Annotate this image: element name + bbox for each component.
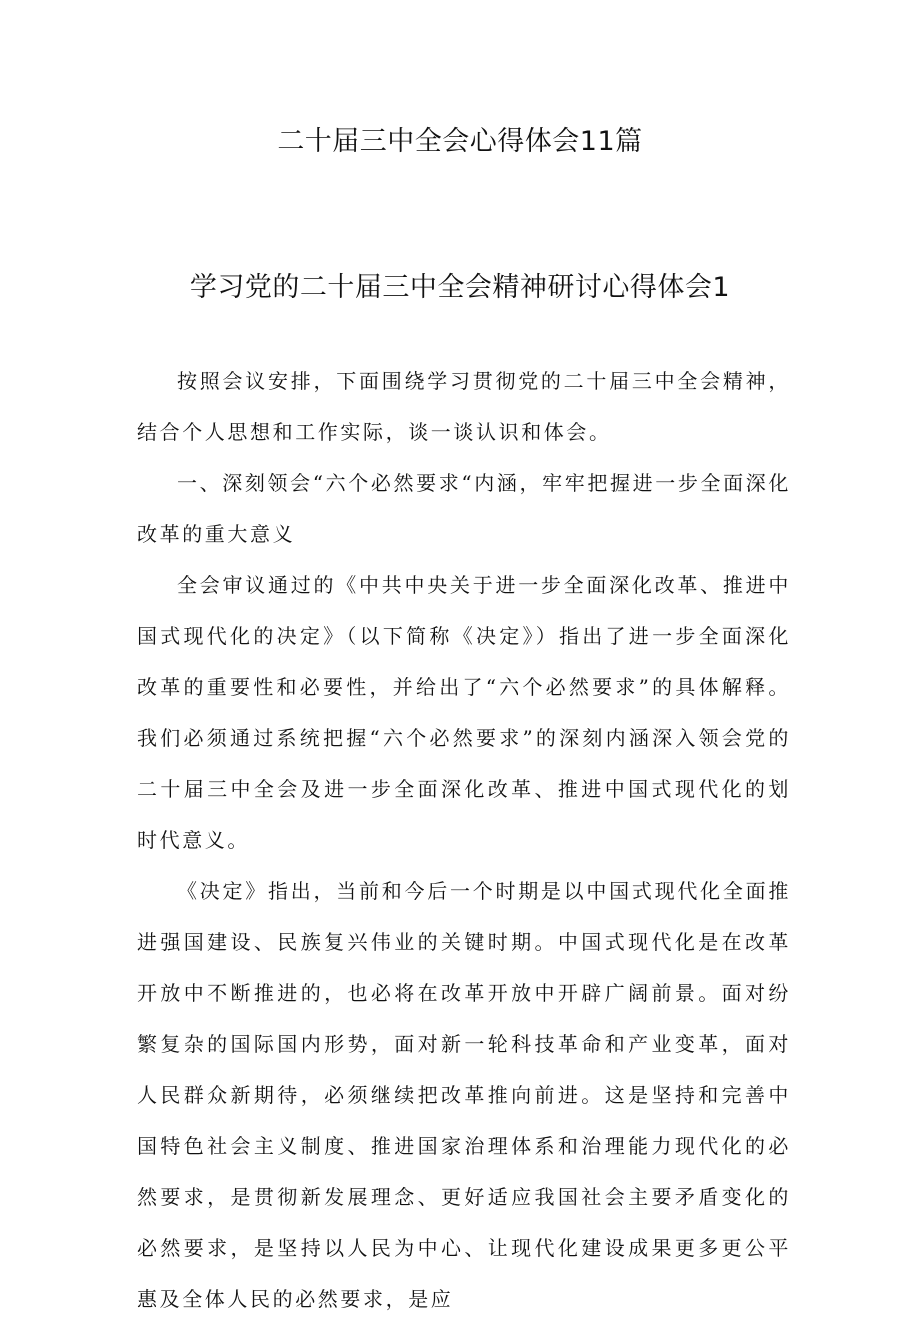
paragraph-heading-one: 一、深刻领会“六个必然要求“内涵，牢牢把握进一步全面深化改革的重大意义 [137, 471, 791, 546]
document-body [137, 356, 791, 1325]
paragraph-intro: 按照会议安排，下面围绕学习贯彻党的二十届三中全会精神，结合个人思想和工作实际，谈一谈认识和体会。 [137, 369, 791, 444]
paragraph-decision: 全会审议通过的《中共中央关于进一步全面深化改革、推进中国式现代化的决定》（以下简称《决定》）指出了进一步全面深化改革的重要性和必要性，并给出了“六个必然要求”的具体解释。我们必须通过系统把握“六个必然要求”的深刻内涵深入领会党的二十届三中全会及进一步全面深化改革、推进中国式现代化的划时代意义。 [137, 573, 791, 852]
document-title: 二十届三中全会心得体会11篇 [277, 126, 643, 157]
section-title: 学习党的二十届三中全会精神研讨心得体会1 [189, 272, 731, 303]
paragraph-requirements: 《决定》指出，当前和今后一个时期是以中国式现代化全面推进强国建设、民族复兴伟业的关键时期。中国式现代化是在改革开放中不断推进的，也必将在改革开放中开辟广阔前景。面对纷繁复杂的国际国内形势，面对新一轮科技革命和产业变革，面对人民群众新期待，必须继续把改革推向前进。这是坚持和完善中国特色社会主义制度、推进国家治理体系和治理能力现代化的必然要求，是贯彻新发展理念、更好适应我国社会主要矛盾变化的必然要求，是坚持以人民为中心、让现代化建设成果更多更公平惠及全体人民的必然要求，是应 [137, 879, 791, 1311]
